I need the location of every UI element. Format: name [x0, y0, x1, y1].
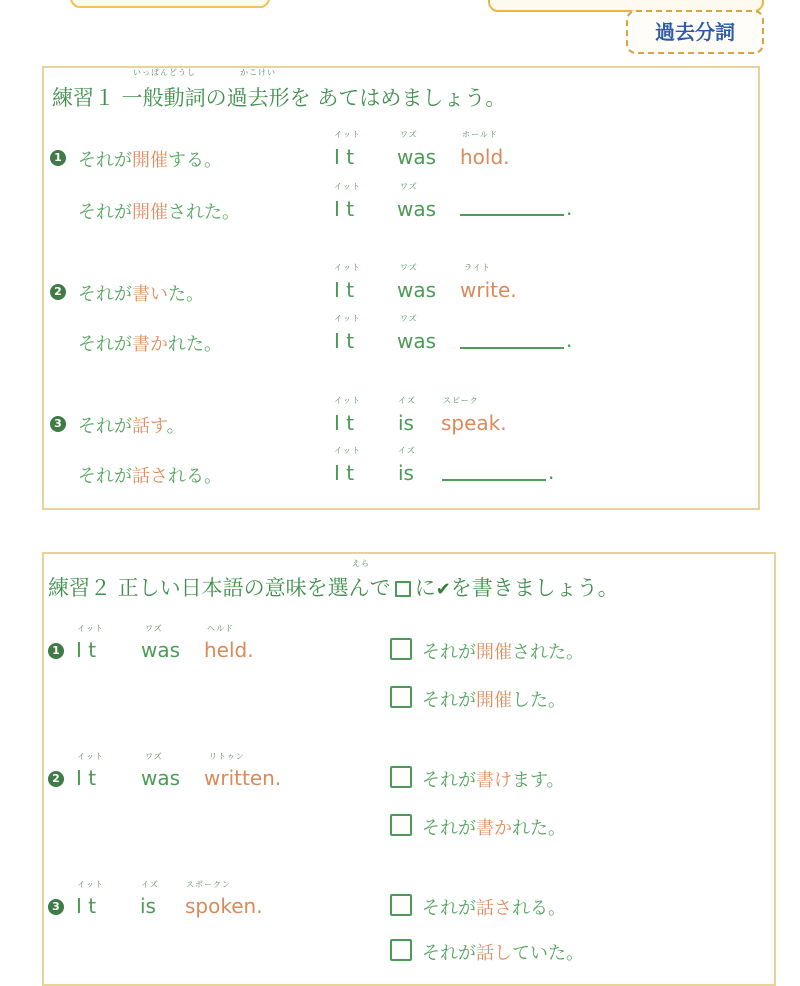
jp-prefix: それが [422, 690, 476, 711]
ruby-subject: イット [334, 182, 361, 191]
answer-blank[interactable] [460, 347, 564, 349]
jp-suffix: 。 [166, 416, 185, 437]
ruby-verb: ライト [464, 263, 491, 272]
jp-suffix: された。 [512, 642, 584, 663]
jp-verb: 開催 [132, 202, 168, 223]
en-be: was [397, 197, 437, 221]
en-be: was [397, 329, 437, 353]
item-number: 2 [48, 771, 64, 787]
en-subject: I t [334, 411, 355, 435]
answer-checkbox[interactable] [390, 686, 412, 708]
jp-suffix: れる。 [168, 466, 222, 487]
choice-text [422, 766, 565, 792]
item-number: 3 [48, 899, 64, 915]
period: . [548, 460, 555, 484]
en-be: is [398, 461, 414, 485]
jp-verb: 開催 [476, 690, 512, 711]
jp-prefix: それが [78, 202, 132, 223]
jp-sentence [78, 462, 222, 488]
answer-checkbox[interactable] [390, 894, 412, 916]
jp-prefix: それが [422, 943, 476, 964]
jp-prefix: それが [422, 898, 476, 919]
ruby-be: ワズ [145, 752, 163, 761]
en-be: was [397, 278, 437, 302]
ruby-be: イズ [398, 396, 416, 405]
ruby-be: ワズ [400, 314, 418, 323]
jp-verb: 書い [132, 284, 168, 305]
en-be: was [141, 766, 181, 790]
jp-suffix: された。 [168, 202, 240, 223]
en-subject: I t [76, 894, 97, 918]
jp-verb: 書か [132, 334, 168, 355]
jp-verb: 話し [476, 943, 512, 964]
exercise-2-title-part2: に [414, 576, 436, 600]
jp-suffix: ていた。 [512, 943, 584, 964]
jp-prefix: それが [78, 284, 132, 305]
jp-suffix: する。 [168, 150, 222, 171]
period: . [566, 328, 573, 352]
jp-suffix: した。 [512, 690, 566, 711]
jp-sentence [78, 146, 222, 172]
top-decoration-left [70, 0, 270, 8]
answer-checkbox[interactable] [390, 766, 412, 788]
jp-sentence [78, 412, 185, 438]
en-subject: I t [334, 461, 355, 485]
ruby-be: ワズ [145, 624, 163, 633]
jp-verb: 書か [476, 818, 512, 839]
en-be: is [398, 411, 414, 435]
ruby-subject: イット [334, 314, 361, 323]
en-subject: I t [334, 197, 355, 221]
jp-verb: 開催 [132, 150, 168, 171]
en-be: is [140, 894, 156, 918]
item-number: 3 [50, 416, 66, 432]
exercise-1-title-ruby-a: いっぱんどうし [133, 68, 196, 77]
ruby-be: イズ [141, 880, 159, 889]
ruby-be: ワズ [400, 182, 418, 191]
exercise-2-title [48, 572, 619, 602]
period: . [566, 196, 573, 220]
ruby-be: イズ [398, 446, 416, 455]
ruby-subject: イット [334, 130, 361, 139]
answer-blank[interactable] [442, 479, 546, 481]
ruby-subject: イット [334, 396, 361, 405]
jp-prefix: それが [78, 416, 132, 437]
en-verb: speak. [441, 411, 507, 435]
exercise-2-title-part1: 練習２ 正しい日本語の意味を選んで [48, 576, 391, 600]
answer-blank[interactable] [460, 214, 564, 216]
jp-verb: 書け [476, 770, 512, 791]
en-subject: I t [334, 278, 355, 302]
jp-prefix: それが [422, 770, 476, 791]
choice-text [422, 939, 584, 965]
choice-text [422, 894, 566, 920]
en-subject: I t [76, 766, 97, 790]
en-verb: write. [460, 278, 517, 302]
jp-verb: 話す [132, 416, 167, 437]
en-be: was [141, 638, 181, 662]
jp-sentence [78, 198, 240, 224]
en-verb: hold. [460, 145, 510, 169]
checkbox-icon [395, 581, 411, 597]
ruby-verb: スピーク [443, 396, 479, 405]
en-subject: I t [334, 329, 355, 353]
en-verb: spoken. [185, 894, 263, 918]
jp-suffix: れる。 [512, 898, 566, 919]
ruby-subject: イット [334, 263, 361, 272]
ruby-be: ワズ [400, 130, 418, 139]
ruby-subject: イット [334, 446, 361, 455]
jp-suffix: た。 [168, 284, 204, 305]
choice-text [422, 686, 566, 712]
ruby-subject: イット [77, 624, 104, 633]
exercise-2-title-ruby: えら [352, 559, 370, 568]
jp-prefix: それが [78, 466, 132, 487]
jp-prefix: それが [422, 642, 476, 663]
jp-sentence [78, 330, 222, 356]
choice-text [422, 814, 566, 840]
en-subject: I t [334, 145, 355, 169]
en-verb: written. [204, 766, 282, 790]
exercise-1-title-ruby-b: かこけい [240, 68, 276, 77]
ruby-verb: ヘルド [207, 624, 234, 633]
jp-suffix: ます。 [512, 770, 565, 791]
exercise-2-title-part3: を書きましょう。 [450, 576, 619, 600]
jp-sentence [78, 280, 204, 306]
jp-suffix: れた。 [512, 818, 566, 839]
answer-checkbox[interactable] [390, 814, 412, 836]
ruby-subject: イット [77, 752, 104, 761]
en-verb: held. [204, 638, 254, 662]
topic-badge: 過去分詞 [626, 10, 764, 54]
item-number: 2 [50, 284, 66, 300]
en-subject: I t [76, 638, 97, 662]
exercise-1-title: 練習１ 一般動詞の過去形を あてはめましょう。 [52, 86, 507, 110]
en-be: was [397, 145, 437, 169]
check-icon: ✔ [435, 579, 451, 600]
choice-text [422, 638, 584, 664]
jp-verb: 話さ [132, 466, 168, 487]
ruby-verb: リトゥン [209, 752, 245, 761]
answer-checkbox[interactable] [390, 939, 412, 961]
jp-prefix: それが [78, 334, 132, 355]
jp-verb: 話さ [476, 898, 512, 919]
item-number: 1 [50, 150, 66, 166]
ruby-be: ワズ [400, 263, 418, 272]
item-number: 1 [48, 643, 64, 659]
ruby-subject: イット [77, 880, 104, 889]
jp-prefix: それが [422, 818, 476, 839]
answer-checkbox[interactable] [390, 638, 412, 660]
jp-verb: 開催 [476, 642, 512, 663]
ruby-verb: スポークン [186, 880, 231, 889]
jp-prefix: それが [78, 150, 132, 171]
ruby-verb: ホールド [462, 130, 498, 139]
jp-suffix: れた。 [168, 334, 222, 355]
